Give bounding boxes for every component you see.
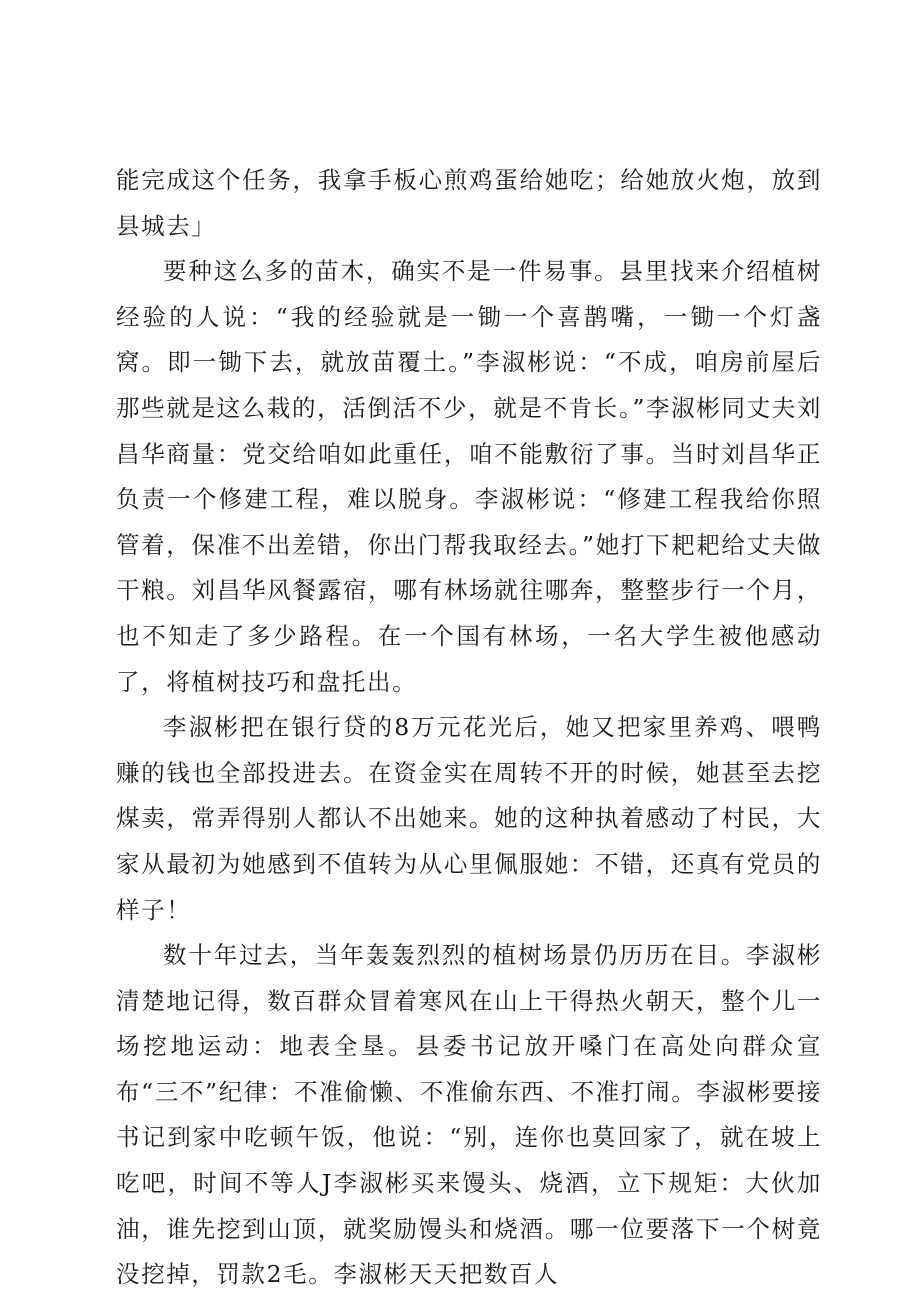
body-text [116,158,822,1298]
paragraph-funding: 李淑彬把在银行贷的8万元花光后，她又把家里养鸡、喂鸭赚的钱也全部投进去。在资金实在周转不开的时候，她甚至去挖煤卖，常弄得别人都认不出她来。她的这种执着感动了村民，大家从最初为她感到不值转为从心里佩服她：不错，还真有党员的样子！ [116,713,822,924]
paragraph-planting-scene: 数十年过去，当年轰轰烈烈的植树场景仍历历在目。李淑彬清楚地记得，数百群众冒着寒风在山上干得热火朝天，整个儿一场挖地运动：地表全垦。县委书记放开嗓门在高处向群众宣布“三不”纪律：不准偷懒、不准偷东西、不准打闹。李淑彬要接书记到家中吃顿午饭，他说：“别，连你也莫回家了，就在坡上吃吧，时间不等人J李淑彬买来馒头、烧酒，立下规矩：大伙加油，谁先挖到山顶，就奖励馒头和烧酒。哪一位要落下一个树竟没挖掉，罚款2毛。李淑彬天天把数百人 [116,941,822,1289]
paragraph-seedlings: 要种这么多的苗木，确实不是一件易事。县里找来介绍植树经验的人说：“我的经验就是一锄一个喜鹊嘴，一锄一个灯盏窝。即一锄下去，就放苗覆土。”李淑彬说：“不成，咱房前屋后那些就是这么栽的，活倒活不少，就是不肯长。”李淑彬同丈夫刘昌华商量：党交给咱如此重任，咱不能敷衍了事。当时刘昌华正负责一个修建工程，难以脱身。李淑彬说：“修建工程我给你照管着，保准不出差错，你出门帮我取经去。”她打下耙耙给丈夫做干粮。刘昌华风餐露宿，哪有林场就往哪奔，整整步行一个月，也不知走了多少路程。在一个国有林场，一名大学生被他感动了，将植树技巧和盘托出。 [116,257,822,696]
paragraph-continued: 能完成这个任务，我拿手板心煎鸡蛋给她吃；给她放火炮，放到县城去」 [116,166,822,240]
